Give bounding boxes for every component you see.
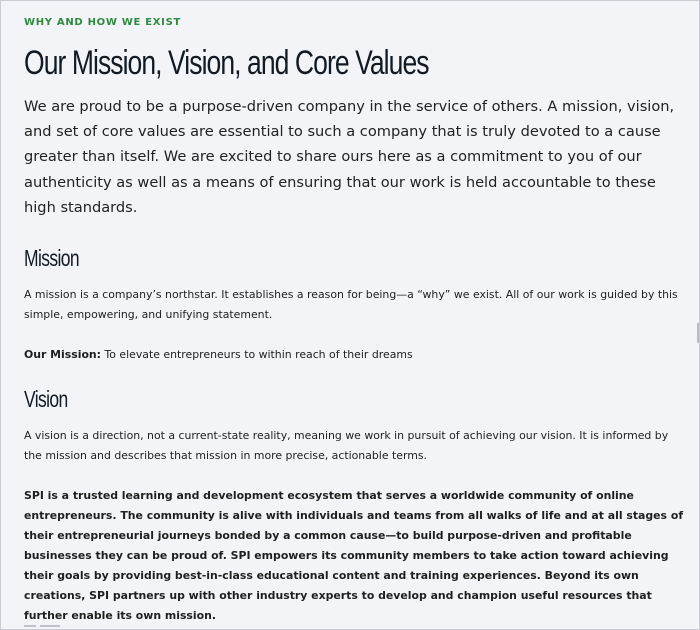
intro-paragraph: We are proud to be a purpose-driven company in the service of others. A mission, vision, and set of core values are essential to such a company that is truly devoted to a cause greater than itself. We are excited to share ours here as a commitment to you of our authenticity as well as a means of ensuring that our work is held accountable to these high standards. (24, 98, 675, 216)
mission-description: A mission is a company’s northstar. It establishes a reason for being—a “why” we exist. All of our work is guided by this simple, empowering, and unifying statement. (24, 288, 678, 321)
mission-statement-text: To elevate entrepreneurs to within reach of their dreams (101, 348, 413, 361)
eyebrow-label: WHY AND HOW WE EXIST (24, 17, 182, 28)
mission-heading: Mission (24, 245, 80, 271)
vision-description: A vision is a direction, not a current-state reality, meaning we work in pursuit of achieving our vision. It is informed by the mission and describes that mission in more precise, actionable terms. (24, 429, 669, 462)
mission-statement (24, 345, 684, 365)
mission-statement-label: Our Mission: (24, 348, 102, 361)
next-heading-cutoff (24, 625, 64, 629)
vision-statement: SPI is a trusted learning and development ecosystem that serves a worldwide community of online entrepreneurs. The community is alive with individuals and teams from all walks of life and at all stages of their entrepreneurial journeys bonded by a common cause—to build purpose-driven and profitable businesses they can be proud of. SPI empowers its community members to take action toward achieving their goals by providing best-in-class educational content and training experiences. Beyond its own creations, SPI partners up with other industry experts to develop and champion useful resources that further enable its own mission. (24, 489, 684, 622)
scrollbar-thumb[interactable] (697, 323, 699, 343)
vision-heading: Vision (24, 386, 68, 412)
page-title: Our Mission, Vision, and Core Values (24, 44, 429, 82)
